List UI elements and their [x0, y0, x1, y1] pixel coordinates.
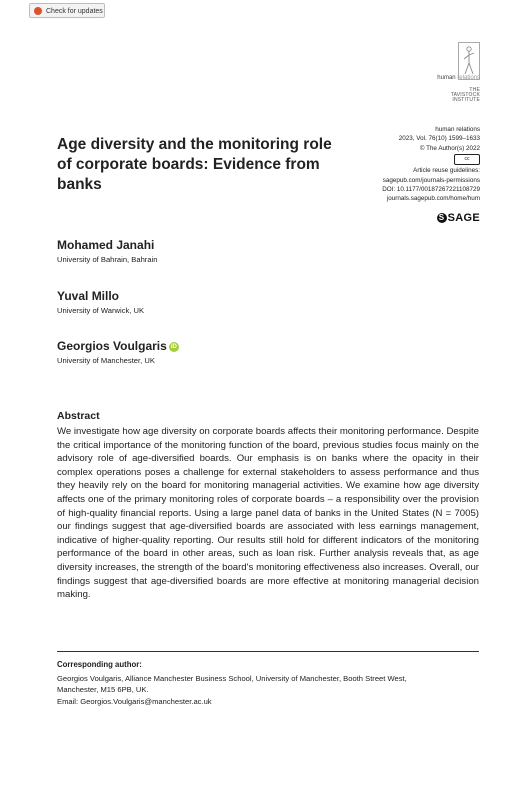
meta-journal: human relations [435, 126, 480, 133]
publisher-logo [451, 88, 480, 103]
author-affiliation: University of Manchester, UK [57, 356, 155, 365]
permissions-link[interactable]: sagepub.com/journals-permissions [382, 176, 480, 184]
corr-email[interactable]: Email: Georgios.Voulgaris@manchester.ac.uk [57, 696, 212, 706]
abstract-heading: Abstract [57, 410, 100, 422]
corresponding-author-details [57, 673, 479, 707]
meta-doi[interactable]: DOI: 10.1177/00187267221108729 [382, 186, 480, 194]
journal-brand-light: relations [457, 75, 480, 81]
author-affiliation: University of Warwick, UK [57, 306, 145, 315]
corr-address-line-1: Georgios Voulgaris, Alliance Manchester Business School, University of Manchester, Booth Street West, [57, 674, 407, 683]
article-title: Age diversity and the monitoring role of corporate boards: Evidence from banks [57, 136, 332, 193]
abstract-text: We investigate how age diversity on corporate boards affects their monitoring performance. Despite the critical importance of the monitoring function of the board, previous studies focus mainly on the advisory role of age-diversified boards. Our emphasis is on banks where the opacity in their complex operations poses a challenge for external stakeholders to assess performance and thus they heavily rely on the board for monitoring managerial activities. We examine how age diversity affects one of the primary monitoring roles of corporate boards – a responsibility over the provision of high-quality financial reports. Using a large panel data of banks in the United States (N = 7005) our findings suggest that age-diversified boards are associated with less earnings management, indicative of higher-quality reporting. Our results still hold for different indicators of the monitoring performance of the board in other areas, such as loan risk. Further analysis reveals that, as age diversity increases, the strength of the board's monitoring effectiveness also increases. Overall, our findings suggest that age-diversified boards are more effective at monitoring managerial decision making. [57, 426, 479, 601]
author-affiliation: University of Bahrain, Bahrain [57, 255, 158, 264]
journal-brand-dark: human [437, 75, 456, 81]
journal-brand-name [437, 75, 480, 81]
check-for-updates-label: Check for updates [46, 8, 103, 15]
author-entry [57, 339, 179, 353]
article-meta [310, 125, 480, 204]
author-name: Yuval Millo [57, 289, 120, 303]
corresponding-author-heading: Corresponding author: [57, 660, 142, 669]
update-icon [34, 7, 42, 15]
author-name: Georgios Voulgaris [57, 339, 167, 353]
meta-reuse: Article reuse guidelines: [413, 167, 480, 175]
creative-commons-icon[interactable]: cc [454, 154, 480, 165]
publisher-line-2: TAVISTOCK [450, 92, 480, 98]
check-for-updates-button[interactable] [29, 3, 105, 18]
meta-copyright: © The Author(s) 2022 [419, 144, 480, 152]
publisher-line-1: THE [469, 87, 480, 93]
corr-address-line-2: Manchester, M15 6PB, UK. [57, 685, 149, 695]
sage-logo-text: SAGE [447, 212, 480, 224]
sage-logo [437, 212, 480, 224]
author-name: Mohamed Janahi [57, 238, 155, 252]
journal-home-link[interactable]: journals.sagepub.com/home/hum [386, 195, 480, 203]
sage-s-icon: S [437, 213, 447, 223]
footnote-divider [57, 651, 479, 652]
publisher-line-3: INSTITUTE [452, 97, 480, 103]
meta-volume: 2023, Vol. 76(10) 1599–1633 [398, 135, 480, 143]
orcid-icon[interactable]: iD [170, 344, 177, 350]
